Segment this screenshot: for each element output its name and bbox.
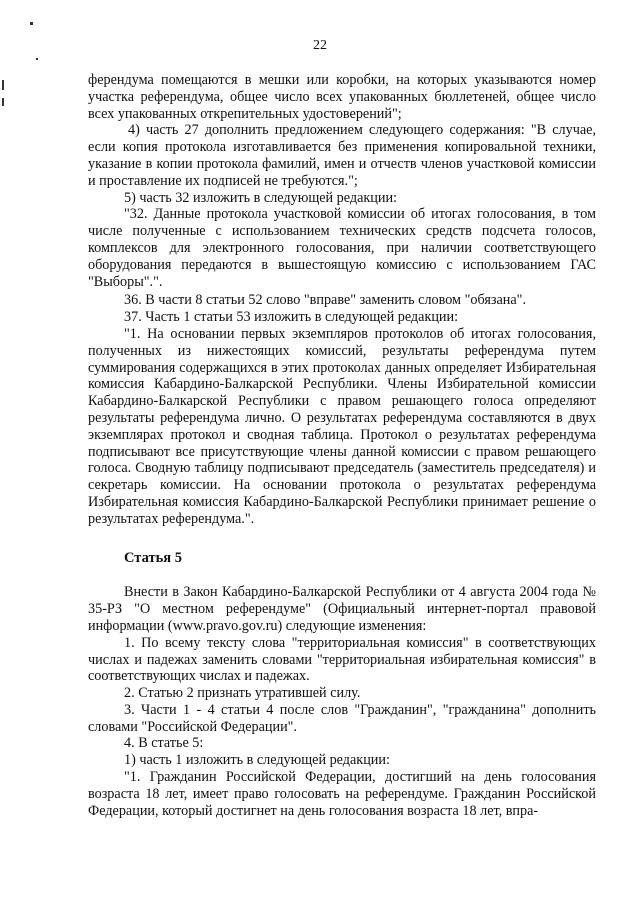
paragraph: "32. Данные протокола участковой комиссии об итогах голосования, в том числе полученные с использованием технических средств подсчета голосов, комплексов для электронного голосования, при наличии соответствующего оборудования передаются в вышестоящую комиссию с использованием ГАС "Выборы".". (88, 206, 596, 290)
document-body (88, 72, 596, 819)
page-number: 22 (313, 38, 327, 53)
paragraph: "1. Гражданин Российской Федерации, достигший на день голосования возраста 18 лет, имеет право голосовать на референдуме. Гражданин Российской Федерации, который достигнет на день голосования возраста 18 лет, впра- (88, 769, 596, 819)
paragraph: ферендума помещаются в мешки или коробки, на которых указываются номер участка референдума, общее число всех упакованных бюллетеней, общее число всех упакованных открепительных удостоверений"; (88, 72, 596, 122)
paragraph: 1. По всему тексту слова "территориальная комиссия" в соответствующих числах и падежах заменить словами "территориальная избирательная комиссия" в соответствующих числах и падежах. (88, 634, 596, 685)
paragraph: 36. В части 8 статьи 52 слово "вправе" заменить словом "обязана". (124, 292, 526, 309)
paragraph: 37. Часть 1 статьи 53 изложить в следующей редакции: (124, 309, 459, 326)
paragraph: 3. Части 1 - 4 статьи 4 после слов "Гражданин", "гражданина" дополнить словами "Российской Федерации". (88, 701, 596, 735)
scan-mark (30, 22, 33, 25)
paragraph: 1) часть 1 изложить в следующей редакции: (124, 752, 390, 769)
article-heading: Статья 5 (124, 549, 182, 566)
paragraph: 2. Статью 2 признать утратившей силу. (124, 685, 361, 702)
paragraph: 4. В статье 5: (124, 735, 204, 752)
paragraph: Внести в Закон Кабардино-Балкарской Республики от 4 августа 2004 года № 35-РЗ "О местном референдуме" (Официальный интернет-портал правовой информации (www.pravo.gov.ru) следующие изменения: (88, 584, 596, 634)
scan-mark (2, 80, 4, 90)
paragraph: 4) часть 27 дополнить предложением следующего содержания: "В случае, если копия протокола изготавливается без применения копировальной техники, указание в копии протокола фамилий, имен и отчеств членов участковой комиссии и проставление их подписей не требуются."; (88, 122, 596, 189)
scan-mark (2, 98, 4, 106)
paragraph: "1. На основании первых экземпляров протоколов об итогах голосования, полученных из нижестоящих комиссий, результаты референдума путем суммирования содержащихся в этих протоколах данных определяет Избирательная комиссия Кабардино-Балкарской Республики. Члены Избирательной комиссии Кабардино-Балкарской Республики с правом решающего голоса определяют результаты референдума лично. О результатах референдума составляются в двух экземплярах протокол и сводная таблица. Протокол о результатах референдума подписывают все присутствующие члены данной комиссии с правом решающего голоса. Сводную таблицу подписывают председатель (заместитель председателя) и секретарь комиссии. На основании протокола о результатах референдума Избирательная комиссия Кабардино-Балкарской Республики принимает решение о результатах референдума.". (88, 325, 596, 527)
paragraph: 5) часть 32 изложить в следующей редакции: (124, 189, 398, 206)
scan-mark (36, 58, 38, 60)
